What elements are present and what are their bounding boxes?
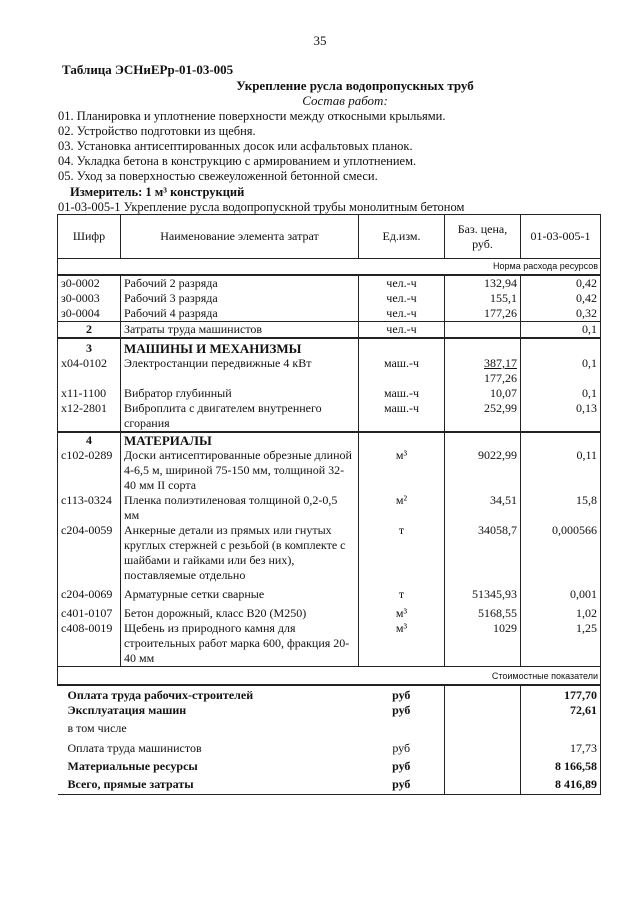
row-name: Рабочий 4 разряда [121, 306, 359, 322]
total-row [58, 703, 601, 718]
table-row [58, 386, 601, 401]
row-name: Затраты труда машинистов [121, 322, 359, 339]
row-price: 155,1 [445, 291, 521, 306]
total-row [58, 685, 601, 703]
row-price: 9022,99 [445, 448, 521, 493]
table-row [58, 306, 601, 322]
row-name: Пленка полиэтиленовая толщиной 0,2-0,5 мм [121, 493, 359, 523]
work-item: 05. Уход за поверхностью свежеуложенной бетонной смеси. [58, 169, 378, 183]
row-unit: м³ [359, 602, 445, 621]
row-code: с102-0289 [58, 448, 121, 493]
table-row [58, 448, 601, 493]
row-price: 177,26 [445, 306, 521, 322]
norm-caption: Норма расхода ресурсов [58, 259, 601, 276]
row-price: 1029 [445, 621, 521, 667]
header-name: Наименование элемента затрат [121, 215, 359, 259]
row-name: Доски антисептированные обрезные длиной 4-6,5 м, шириной 75-150 мм, толщиной 32-40 мм II сорта [121, 448, 359, 493]
total-name: Всего, прямые затраты [58, 774, 359, 795]
total-name: Материальные ресурсы [67, 759, 198, 773]
cost-caption: Стоимостные показатели [58, 667, 601, 686]
section-name: МАТЕРИАЛЫ [121, 432, 359, 448]
header-code: Шифр [58, 215, 121, 259]
section-code: 4 [58, 432, 121, 448]
section-row [58, 432, 601, 448]
row-unit: т [359, 523, 445, 583]
row-unit: т [359, 583, 445, 602]
total-value [521, 718, 601, 739]
section-row [58, 338, 601, 356]
row-name: Электростанции передвижные 4 кВт [121, 356, 359, 386]
total-row [58, 756, 601, 774]
norm-caption-row [58, 259, 601, 276]
row-unit: чел.-ч [359, 306, 445, 322]
row-code: с408-0019 [58, 621, 121, 667]
work-item: 01. Планировка и уплотнение поверхности между откосными крыльями. [58, 109, 446, 123]
row-code: с204-0059 [58, 523, 121, 583]
row-norm: 0,1 [521, 356, 601, 386]
total-unit [359, 718, 445, 739]
row-norm: 0,1 [521, 322, 601, 339]
row-price: 132,94 [445, 275, 521, 291]
row-norm: 1,25 [521, 621, 601, 667]
row-unit: м³ [359, 621, 445, 667]
row-name: Рабочий 3 разряда [121, 291, 359, 306]
row-unit: чел.-ч [359, 322, 445, 339]
total-unit: руб [359, 774, 445, 795]
table-code: Таблица ЭСНиЕРр-01-03-005 [62, 62, 234, 77]
total-row [58, 774, 601, 795]
table-row [58, 291, 601, 306]
row-price [445, 322, 521, 339]
row-code: с204-0069 [58, 583, 121, 602]
row-norm: 0,42 [521, 275, 601, 291]
row-unit: маш.-ч [359, 356, 445, 386]
row-norm: 0,42 [521, 291, 601, 306]
table-row [58, 493, 601, 523]
table-row [58, 275, 601, 291]
row-code: 2 [58, 322, 121, 339]
row-code: з0-0002 [58, 275, 121, 291]
row-name: Рабочий 2 разряда [121, 275, 359, 291]
row-price: 34058,7 [445, 523, 521, 583]
table-row [58, 621, 601, 667]
total-unit: руб [392, 688, 411, 702]
page-number: 35 [313, 33, 327, 48]
resource-table [57, 214, 601, 795]
total-value: 72,61 [521, 703, 601, 718]
total-value: 177,70 [521, 685, 601, 703]
row-unit: чел.-ч [359, 291, 445, 306]
row-name: Вибратор глубинный [121, 386, 359, 401]
meter: Измеритель: 1 м³ конструкций [70, 185, 245, 199]
row-norm: 15,8 [521, 493, 601, 523]
row-price: 10,07 [445, 386, 521, 401]
work-item: 02. Устройство подготовки из щебня. [58, 124, 256, 138]
table-row [58, 602, 601, 621]
total-name: Эксплуатация машин [67, 703, 187, 717]
header-price: Баз. цена, руб. [445, 215, 521, 259]
cost-caption-row [58, 667, 601, 686]
total-unit: руб [392, 759, 411, 773]
row-unit: маш.-ч [359, 401, 445, 432]
row-code: з0-0003 [58, 291, 121, 306]
section-name: МАШИНЫ И МЕХАНИЗМЫ [121, 338, 359, 356]
row-name: Щебень из природного камня для строительных работ марка 600, фракция 20-40 мм [121, 621, 359, 667]
subtitle: Состав работ: [302, 93, 388, 108]
row-name: Арматурные сетки сварные [121, 583, 359, 602]
total-unit: руб [392, 741, 411, 755]
row-price [445, 356, 521, 386]
row-name: Анкерные детали из прямых или гнутых круглых стержней с резьбой (в комплекте с шайбами и гайками или без них), поставляемые отдельно [121, 523, 359, 583]
table-row [58, 322, 601, 339]
row-norm: 0,001 [521, 583, 601, 602]
row-name: Виброплита с двигателем внутреннего сгорания [121, 401, 359, 432]
row-unit: м² [359, 493, 445, 523]
row-norm: 0,000566 [521, 523, 601, 583]
row-norm: 1,02 [521, 602, 601, 621]
row-norm: 0,1 [521, 386, 601, 401]
row-price: 5168,55 [445, 602, 521, 621]
row-norm: 0,11 [521, 448, 601, 493]
table-row [58, 583, 601, 602]
row-code: с401-0107 [58, 602, 121, 621]
total-name: Оплата труда машинистов [67, 741, 202, 755]
total-row [58, 739, 601, 756]
row-code: х04-0102 [58, 356, 121, 386]
work-item: 04. Укладка бетона в конструкцию с армированием и уплотнением. [58, 154, 417, 168]
header-norm: 01-03-005-1 [521, 215, 601, 259]
row-code: з0-0004 [58, 306, 121, 322]
total-value: 17,73 [521, 739, 601, 756]
table-row [58, 523, 601, 583]
total-name: Оплата труда рабочих-строителей [67, 688, 254, 702]
row-norm: 0,13 [521, 401, 601, 432]
table-header-row [58, 215, 601, 259]
row-code: х11-1100 [58, 386, 121, 401]
row-price: 252,99 [445, 401, 521, 432]
row-price: 34,51 [445, 493, 521, 523]
row-code: х12-2801 [58, 401, 121, 432]
total-value: 8 166,58 [521, 756, 601, 774]
table-row [58, 356, 601, 386]
total-unit: руб [392, 703, 411, 717]
row-unit: чел.-ч [359, 275, 445, 291]
work-item: 03. Установка антисептированных досок или асфальтовых планок. [58, 139, 413, 153]
row-norm: 0,32 [521, 306, 601, 322]
row-price: 51345,93 [445, 583, 521, 602]
price-value: 387,17 [484, 356, 517, 370]
section-code: 3 [58, 338, 121, 356]
row-unit: маш.-ч [359, 386, 445, 401]
page-title: Укрепление русла водопропускных труб [236, 78, 474, 93]
total-value: 8 416,89 [521, 774, 601, 795]
price-value-secondary: 177,26 [484, 371, 517, 385]
header-unit: Ед.изм. [359, 215, 445, 259]
row-code: с113-0324 [58, 493, 121, 523]
total-row [58, 718, 601, 739]
row-name: Бетон дорожный, класс В20 (М250) [121, 602, 359, 621]
total-name: в том числе [67, 721, 127, 735]
code-description: 01-03-005-1 Укрепление русла водопропускной трубы монолитным бетоном [58, 200, 465, 214]
row-unit: м³ [359, 448, 445, 493]
table-row [58, 401, 601, 432]
